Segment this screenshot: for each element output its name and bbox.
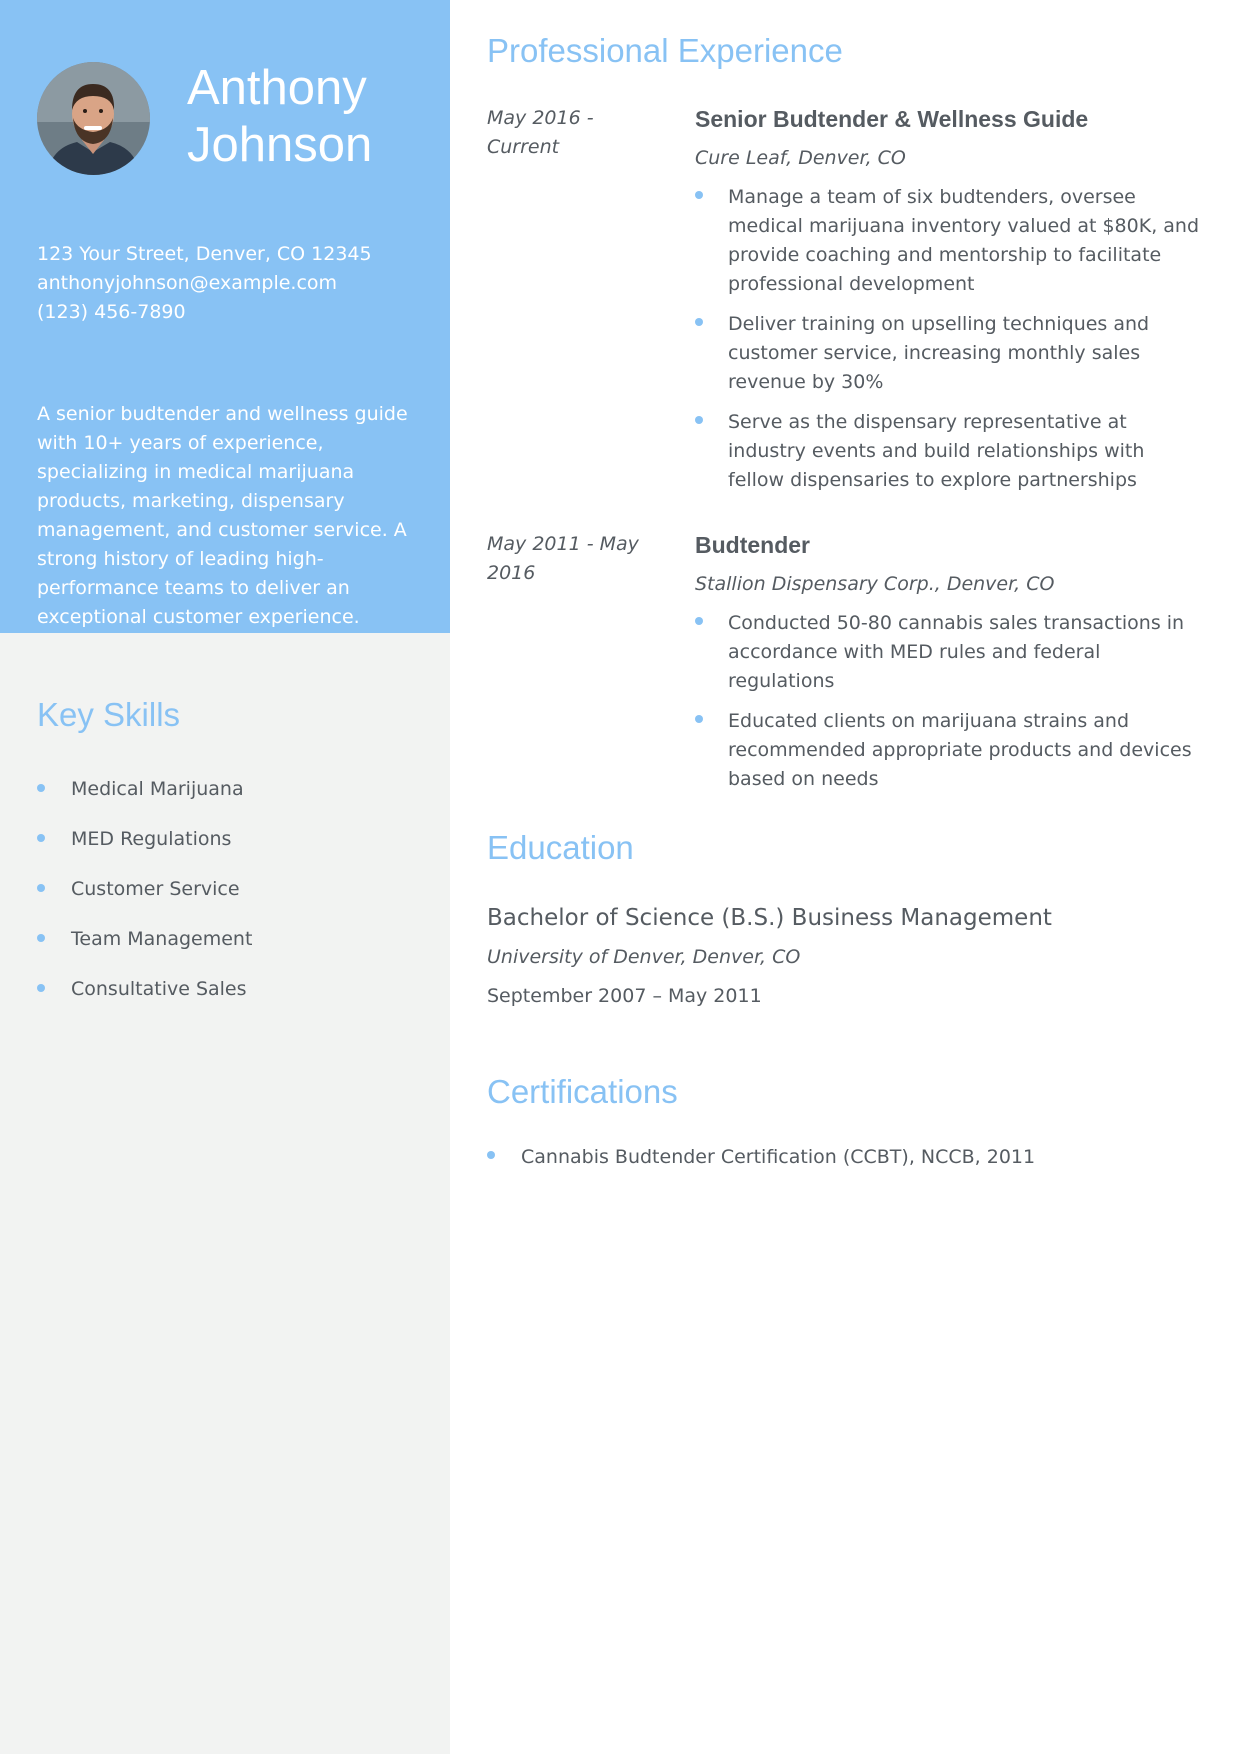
- skills-list: [37, 776, 417, 1026]
- avatar: [37, 62, 150, 175]
- bullet-icon: [37, 784, 45, 792]
- certifications-list: [487, 1143, 1207, 1172]
- last-name: Johnson: [187, 118, 373, 172]
- job-company: Stallion Dispensary Corp., Denver, CO: [695, 573, 1055, 595]
- skills-title: Key Skills: [37, 696, 181, 733]
- address: 123 Your Street, Denver, CO 12345: [37, 243, 372, 265]
- first-name: Anthony: [187, 61, 367, 115]
- bullet-icon: [37, 834, 45, 842]
- bullet-icon: [695, 617, 703, 625]
- bullet-icon: [37, 884, 45, 892]
- skill-item: Consultative Sales: [37, 976, 417, 1026]
- job-title: Budtender: [695, 532, 810, 558]
- job-bullets: [695, 183, 1205, 495]
- bullet-icon: [695, 191, 703, 199]
- skill-item: MED Regulations: [37, 826, 417, 876]
- bullet-icon: [37, 934, 45, 942]
- professional-summary: A senior budtender and wellness guide with 10+ years of experience, specializing in medical marijuana products, marketing, dispensary management, and customer service. A strong history of leading high-performance teams to deliver an exceptional customer experience.: [37, 403, 408, 628]
- sidebar-header: [0, 0, 450, 633]
- job-details: [695, 104, 1205, 506]
- job-title: Senior Budtender & Wellness Guide: [695, 106, 1089, 132]
- education-title: Education: [487, 829, 634, 866]
- bullet-icon: [487, 1151, 495, 1159]
- job-bullet: Manage a team of six budtenders, oversee medical marijuana inventory valued at $80K, and provide coaching and mentorship to facilitate professional development: [695, 183, 1205, 299]
- job-dates: May 2011 - May 2016: [487, 533, 639, 584]
- sidebar: [0, 0, 450, 1754]
- certification-item: Cannabis Budtender Certification (CCBT), NCCB, 2011: [487, 1143, 1207, 1172]
- phone[interactable]: (123) 456-7890: [37, 301, 186, 323]
- job-bullets: [695, 609, 1205, 794]
- job-bullet: Educated clients on marijuana strains and recommended appropriate products and devices based on needs: [695, 707, 1205, 794]
- bullet-icon: [695, 416, 703, 424]
- skill-item: Medical Marijuana: [37, 776, 417, 826]
- candidate-name: [187, 60, 437, 174]
- bullet-icon: [695, 715, 703, 723]
- bullet-icon: [695, 318, 703, 326]
- job-bullet: Serve as the dispensary representative at industry events and build relationships with fellow dispensaries to explore partnerships: [695, 408, 1205, 495]
- experience-title: Professional Experience: [487, 32, 843, 69]
- certifications-title: Certifications: [487, 1073, 678, 1110]
- education-dates: September 2007 – May 2011: [487, 985, 762, 1007]
- portrait-photo: [37, 62, 150, 175]
- job-dates: May 2016 - Current: [487, 107, 594, 158]
- job-details: [695, 530, 1205, 805]
- job-company: Cure Leaf, Denver, CO: [695, 147, 906, 169]
- bullet-icon: [37, 984, 45, 992]
- email[interactable]: anthonyjohnson@example.com: [37, 272, 338, 294]
- contact-info: [37, 240, 427, 327]
- school: University of Denver, Denver, CO: [487, 946, 801, 968]
- degree: Bachelor of Science (B.S.) Business Management: [487, 905, 1052, 931]
- skill-item: Customer Service: [37, 876, 417, 926]
- job-bullet: Deliver training on upselling techniques and customer service, increasing monthly sales revenue by 30%: [695, 310, 1205, 397]
- skill-item: Team Management: [37, 926, 417, 976]
- job-bullet: Conducted 50-80 cannabis sales transactions in accordance with MED rules and federal regulations: [695, 609, 1205, 696]
